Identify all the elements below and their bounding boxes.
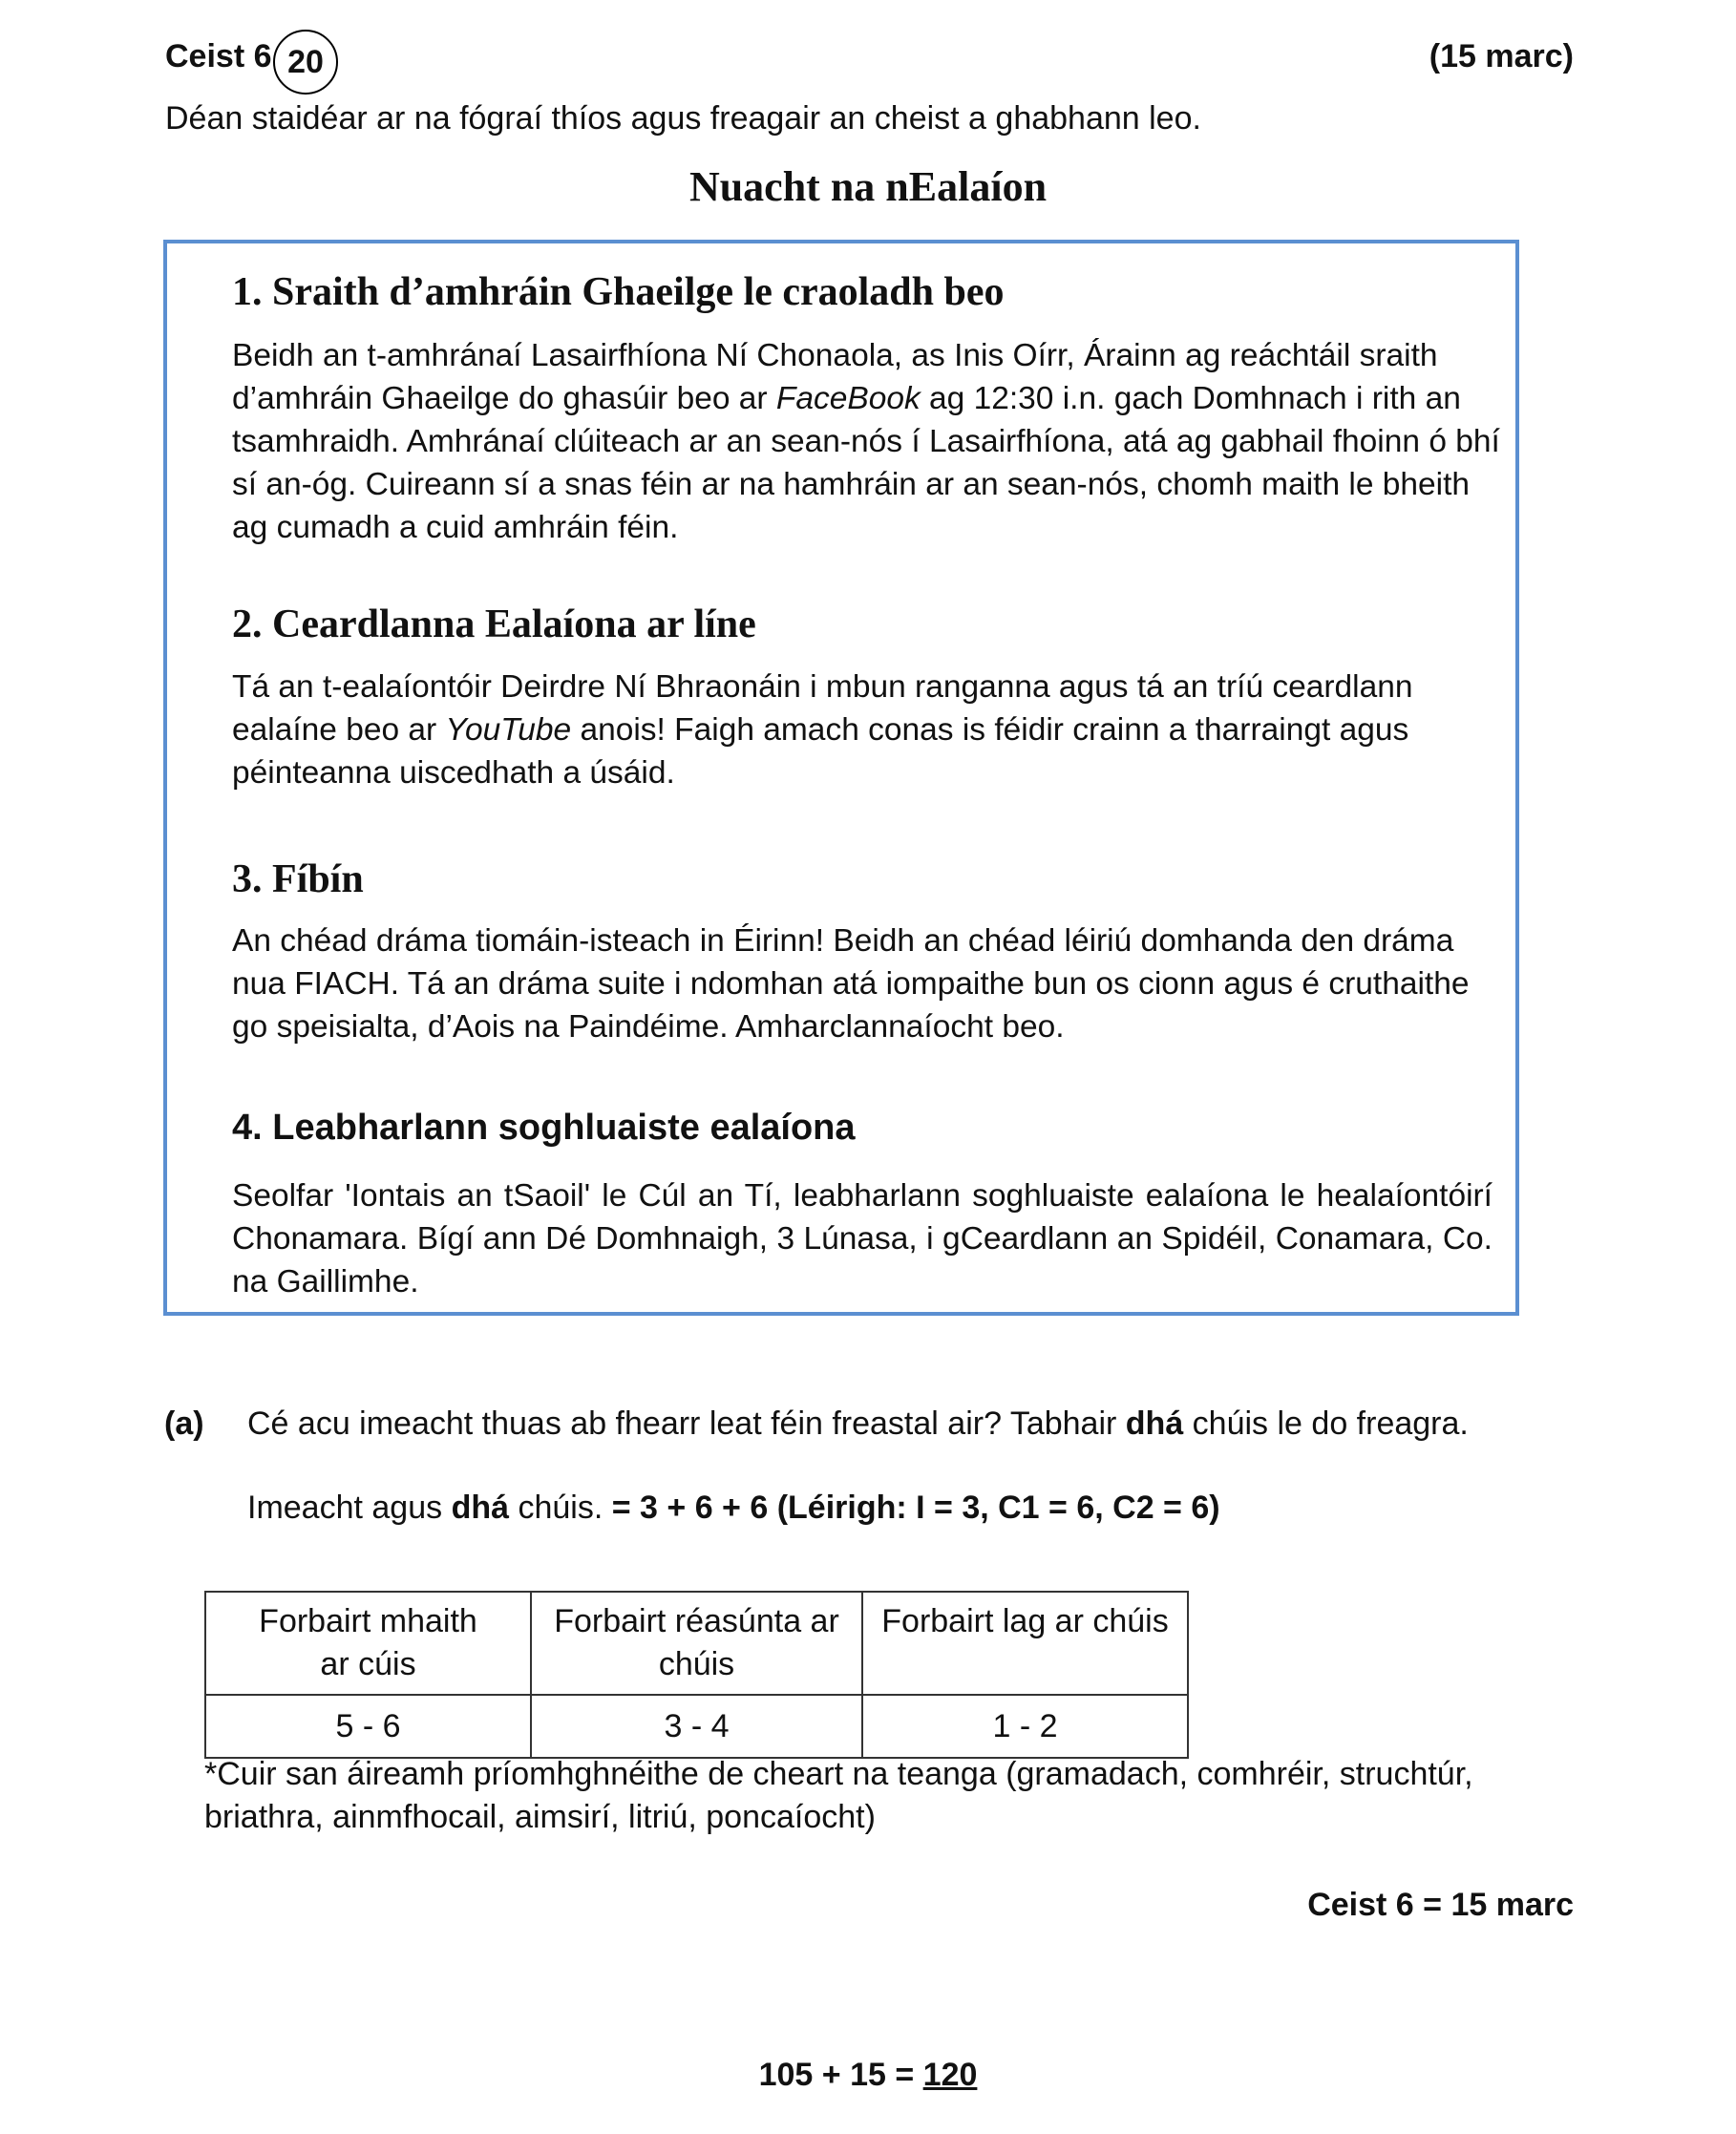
question-marks: (15 marc) (1429, 38, 1574, 74)
rubric-header-cell: Forbairt réasúnta ar chúis (531, 1592, 862, 1695)
rubric-header-cell: Forbairt lag ar chúis (862, 1592, 1188, 1695)
news-item-2-body: Tá an t-ealaíontóir Deirdre Ní Bhraonáin i mbun ranganna agus tá an tríú ceardlann ealaíne beo ar YouTube anois! Faigh amach conas is féidir crainn a tharraingt agus péinteanna uiscedhath a úsáid. (232, 669, 1413, 791)
rubric-value-cell: 1 - 2 (862, 1695, 1188, 1758)
question-total: Ceist 6 = 15 marc (1307, 1887, 1574, 1923)
news-item-2-title: 2. Ceardlanna Ealaíona ar líne (232, 602, 756, 646)
news-item-3-title: 3. Fíbín (232, 857, 364, 901)
rubric-value-cell: 3 - 4 (531, 1695, 862, 1758)
news-item-1-body: Beidh an t-amhránaí Lasairfhíona Ní Chonaola, as Inis Oírr, Árainn ag reáchtáil sraith d’amhráin Ghaeilge do ghasúir beo ar FaceBook ag 12:30 i.n. gach Domhnach i rith an tsamhraidh. Amhránaí clúiteach ar an sean-nós í Lasairfhíona, atá ag gabhail fhoinn ó bhí sí an-óg. Cuireann sí a snas féin ar na hamhráin ar an sean-nós, chomh maith le bheith ag cumadh a cuid amhráin féin. (232, 338, 1500, 545)
news-item-3-body: An chéad dráma tiomáin-isteach in Éirinn! Beidh an chéad léiriú domhanda den dráma nua FIACH. Tá an dráma suite i ndomhan atá iompaithe bun os cionn agus é cruthaithe go speisialta, d’Aois na Paindéime. Amharclannaíocht beo. (232, 923, 1470, 1045)
rubric-value-row (205, 1695, 1188, 1758)
grand-total: 105 + 15 = 120 (758, 2057, 978, 2093)
rubric-value-cell: 5 - 6 (205, 1695, 531, 1758)
rubric-table (204, 1591, 1189, 1759)
question-number-circle: 20 (273, 30, 338, 95)
instruction-text: Déan staidéar ar na fógraí thíos agus freagair an cheist a ghabhann leo. (165, 100, 1201, 137)
news-item-4-body: Seolfar 'Iontais an tSaoil' le Cúl an Tí, leabharlann soghluaiste ealaíona le healaíontóirí Chonamara. Bígí ann Dé Domhnaigh, 3 Lúnasa, i gCeardlann an Spidéil, Conamara, Co. na Gaillimhe. (232, 1178, 1493, 1299)
news-item-4-title: 4. Leabharlann soghluaiste ealaíona (232, 1108, 856, 1148)
part-a-scoring: Imeacht agus dhá chúis. = 3 + 6 + 6 (Léirigh: I = 3, C1 = 6, C2 = 6) (247, 1490, 1220, 1526)
part-a-question: Cé acu imeacht thuas ab fhearr leat féin freastal air? Tabhair dhá chúis le do freagra. (247, 1405, 1469, 1442)
marking-note: *Cuir san áireamh príomhghnéithe de cheart na teanga (gramadach, comhréir, struchtúr, briathra, ainmfhocail, aimsirí, litriú, poncaíocht) (204, 1756, 1473, 1835)
question-label: Ceist 6 (165, 38, 272, 74)
rubric-header-row (205, 1592, 1188, 1695)
section-title: Nuacht na nEalaíon (688, 163, 1048, 210)
news-item-1-title: 1. Sraith d’amhráin Ghaeilge le craoladh beo (232, 270, 1005, 314)
part-a-label: (a) (164, 1405, 204, 1442)
rubric-header-cell: Forbairt mhaith ar cúis (205, 1592, 531, 1695)
